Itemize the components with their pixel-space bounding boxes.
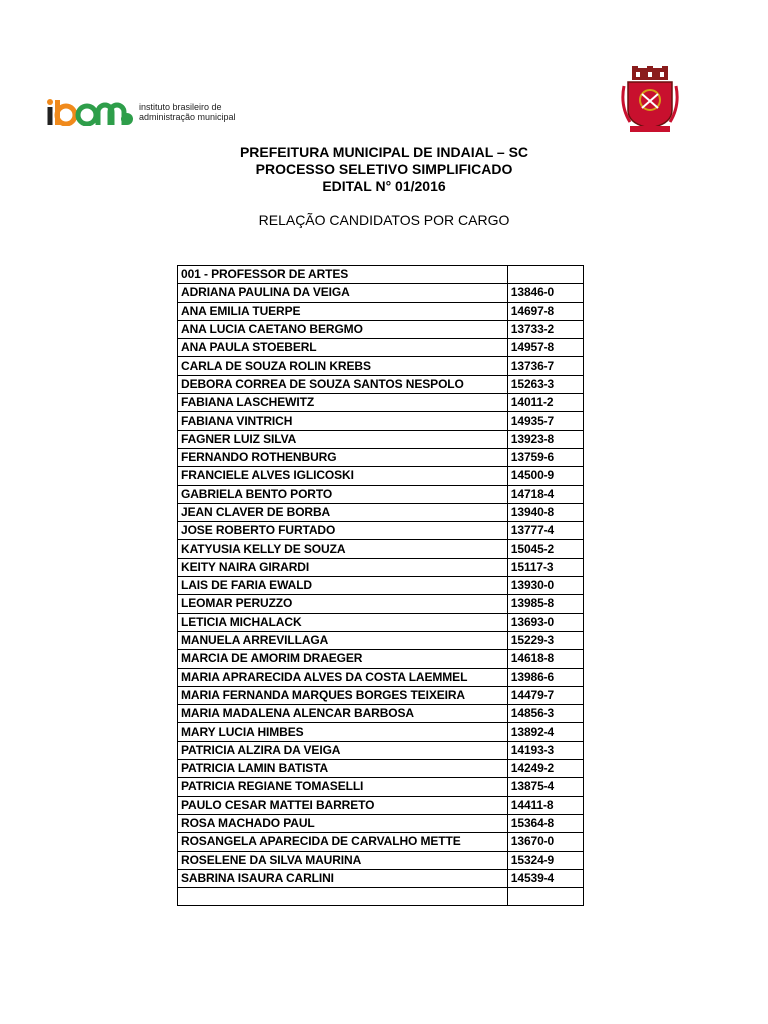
candidate-name-cell: FAGNER LUIZ SILVA	[178, 430, 508, 448]
candidates-table	[177, 265, 584, 906]
candidate-code-cell: 15263-3	[507, 375, 583, 393]
candidate-name-cell: PATRICIA REGIANE TOMASELLI	[178, 778, 508, 796]
table-row	[178, 302, 584, 320]
table-row	[178, 833, 584, 851]
candidate-code-cell: 15364-8	[507, 814, 583, 832]
candidate-code-cell: 13777-4	[507, 522, 583, 540]
candidate-code-cell: 15229-3	[507, 631, 583, 649]
table-row	[178, 814, 584, 832]
tagline-line-1: instituto brasileiro de	[139, 102, 222, 112]
table-row	[178, 760, 584, 778]
candidate-code-cell: 14249-2	[507, 760, 583, 778]
table-row	[178, 686, 584, 704]
candidate-code-cell: 14957-8	[507, 339, 583, 357]
candidate-code-cell: 15324-9	[507, 851, 583, 869]
table-row	[178, 613, 584, 631]
table-row	[178, 339, 584, 357]
table-row	[178, 723, 584, 741]
table-row	[178, 631, 584, 649]
candidate-code-cell: 14193-3	[507, 741, 583, 759]
table-row	[178, 412, 584, 430]
table-row	[178, 558, 584, 576]
candidate-name-cell: GABRIELA BENTO PORTO	[178, 485, 508, 503]
candidate-name-cell: MARCIA DE AMORIM DRAEGER	[178, 650, 508, 668]
heading-line-3: EDITAL N° 01/2016	[322, 178, 446, 194]
candidate-code-cell: 13986-6	[507, 668, 583, 686]
table-row	[178, 394, 584, 412]
candidate-name-cell: FERNANDO ROTHENBURG	[178, 448, 508, 466]
table-row	[178, 741, 584, 759]
candidate-name-cell: JEAN CLAVER DE BORBA	[178, 503, 508, 521]
candidate-code-cell: 14500-9	[507, 467, 583, 485]
candidate-code-cell: 14479-7	[507, 686, 583, 704]
candidate-name-cell: MARY LUCIA HIMBES	[178, 723, 508, 741]
candidate-name-cell: PAULO CESAR MATTEI BARRETO	[178, 796, 508, 814]
candidate-name-cell	[178, 888, 508, 906]
table-row	[178, 430, 584, 448]
candidate-code-cell: 13670-0	[507, 833, 583, 851]
candidate-name-cell: MARIA FERNANDA MARQUES BORGES TEIXEIRA	[178, 686, 508, 704]
table-row	[178, 705, 584, 723]
candidate-code-cell: 14935-7	[507, 412, 583, 430]
cargo-code-cell	[507, 266, 583, 284]
candidate-code-cell: 15045-2	[507, 540, 583, 558]
table-row	[178, 357, 584, 375]
candidate-code-cell: 13892-4	[507, 723, 583, 741]
candidate-name-cell: CARLA DE SOUZA ROLIN KREBS	[178, 357, 508, 375]
candidate-code-cell: 13940-8	[507, 503, 583, 521]
candidate-name-cell: FABIANA LASCHEWITZ	[178, 394, 508, 412]
candidate-code-cell: 14411-8	[507, 796, 583, 814]
table-row	[178, 650, 584, 668]
candidate-code-cell: 13875-4	[507, 778, 583, 796]
candidate-name-cell: MANUELA ARREVILLAGA	[178, 631, 508, 649]
candidate-name-cell: ANA LUCIA CAETANO BERGMO	[178, 320, 508, 338]
ibam-tagline	[139, 102, 236, 122]
candidate-name-cell: FRANCIELE ALVES IGLICOSKI	[178, 467, 508, 485]
table-row	[178, 888, 584, 906]
candidate-code-cell: 14718-4	[507, 485, 583, 503]
candidate-name-cell: KATYUSIA KELLY DE SOUZA	[178, 540, 508, 558]
candidate-code-cell	[507, 888, 583, 906]
candidate-code-cell: 14856-3	[507, 705, 583, 723]
table-row	[178, 595, 584, 613]
table-row	[178, 284, 584, 302]
table-row	[178, 540, 584, 558]
table-row	[178, 467, 584, 485]
candidate-code-cell: 13930-0	[507, 577, 583, 595]
candidate-name-cell: PATRICIA ALZIRA DA VEIGA	[178, 741, 508, 759]
candidate-code-cell: 14618-8	[507, 650, 583, 668]
candidate-name-cell: PATRICIA LAMIN BATISTA	[178, 760, 508, 778]
table-row	[178, 869, 584, 887]
tagline-line-2: administração municipal	[139, 112, 236, 122]
candidate-name-cell: JOSE ROBERTO FURTADO	[178, 522, 508, 540]
table-row	[178, 448, 584, 466]
table-row	[178, 778, 584, 796]
candidate-name-cell: ROSANGELA APARECIDA DE CARVALHO METTE	[178, 833, 508, 851]
ibam-logo	[46, 98, 236, 126]
candidate-name-cell: ROSELENE DA SILVA MAURINA	[178, 851, 508, 869]
candidate-code-cell: 14539-4	[507, 869, 583, 887]
document-subtitle: RELAÇÃO CANDIDATOS POR CARGO	[258, 212, 510, 228]
candidate-code-cell: 13693-0	[507, 613, 583, 631]
candidate-name-cell: LAIS DE FARIA EWALD	[178, 577, 508, 595]
candidate-name-cell: ANA EMILIA TUERPE	[178, 302, 508, 320]
heading-line-1: PREFEITURA MUNICIPAL DE INDAIAL – SC	[239, 144, 529, 160]
candidate-name-cell: KEITY NAIRA GIRARDI	[178, 558, 508, 576]
candidate-name-cell: LETICIA MICHALACK	[178, 613, 508, 631]
candidate-name-cell: FABIANA VINTRICH	[178, 412, 508, 430]
ibam-wordmark-icon	[46, 98, 134, 126]
candidate-name-cell: ROSA MACHADO PAUL	[178, 814, 508, 832]
heading-line-2: PROCESSO SELETIVO SIMPLIFICADO	[255, 161, 513, 177]
cargo-cell: 001 - PROFESSOR DE ARTES	[178, 266, 508, 284]
candidate-code-cell: 15117-3	[507, 558, 583, 576]
candidate-code-cell: 13985-8	[507, 595, 583, 613]
table-header-row	[178, 266, 584, 284]
candidate-code-cell: 14697-8	[507, 302, 583, 320]
table-row	[178, 577, 584, 595]
candidate-code-cell: 13736-7	[507, 357, 583, 375]
table-row	[178, 485, 584, 503]
table-row	[178, 503, 584, 521]
table-row	[178, 796, 584, 814]
table-row	[178, 522, 584, 540]
table-row	[178, 668, 584, 686]
candidate-name-cell: SABRINA ISAURA CARLINI	[178, 869, 508, 887]
coat-of-arms	[620, 66, 680, 134]
candidate-code-cell: 13923-8	[507, 430, 583, 448]
municipal-coat-of-arms-icon	[620, 66, 680, 134]
table-row	[178, 375, 584, 393]
table-row	[178, 320, 584, 338]
candidate-name-cell: ADRIANA PAULINA DA VEIGA	[178, 284, 508, 302]
candidate-name-cell: LEOMAR PERUZZO	[178, 595, 508, 613]
candidate-name-cell: MARIA APRARECIDA ALVES DA COSTA LAEMMEL	[178, 668, 508, 686]
document-heading	[0, 144, 768, 195]
candidate-code-cell: 13733-2	[507, 320, 583, 338]
candidate-name-cell: ANA PAULA STOEBERL	[178, 339, 508, 357]
candidate-name-cell: MARIA MADALENA ALENCAR BARBOSA	[178, 705, 508, 723]
candidate-code-cell: 13846-0	[507, 284, 583, 302]
candidate-name-cell: DEBORA CORREA DE SOUZA SANTOS NESPOLO	[178, 375, 508, 393]
table-row	[178, 851, 584, 869]
candidate-code-cell: 13759-6	[507, 448, 583, 466]
candidate-code-cell: 14011-2	[507, 394, 583, 412]
